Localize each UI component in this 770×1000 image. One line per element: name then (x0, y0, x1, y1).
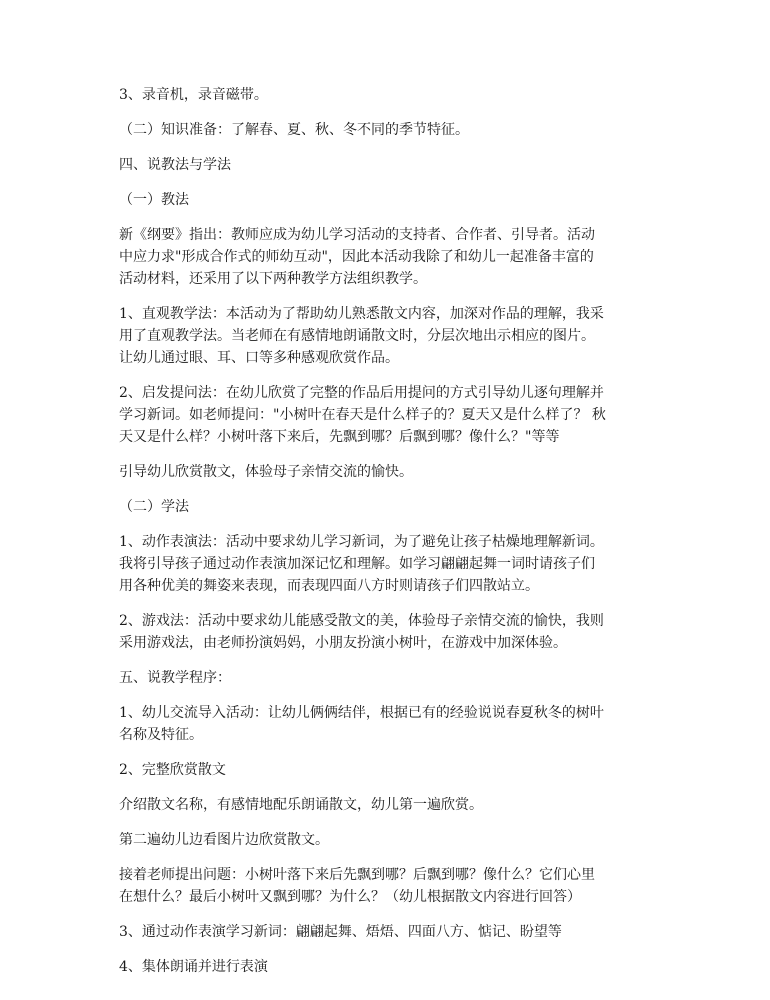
text-line: 让幼儿通过眼、耳、口等多种感观欣赏作品。 (119, 350, 399, 366)
text-line: 中应力求"形成合作式的师幼互动"，因此本活动我除了和幼儿一起准备丰富的 (119, 249, 594, 265)
text-line: 2、完整欣赏散文 (119, 762, 226, 778)
text-line: 新《纲要》指出：教师应成为幼儿学习活动的支持者、合作者、引导者。活动 (119, 227, 595, 243)
paragraph-intuitive-method (119, 303, 659, 369)
text-line: 2、启发提问法：在幼儿欣赏了完整的作品后用提问的方式引导幼儿逐句理解并 (119, 385, 604, 401)
paragraph-questioning-method (119, 382, 659, 448)
paragraph-first-reading (119, 794, 659, 816)
text-line: 4、集体朗诵并进行表演 (119, 959, 268, 975)
subheading-teaching-method (119, 189, 659, 211)
text-line: （二）学法 (119, 499, 189, 515)
text-line: 2、游戏法：活动中要求幼儿能感受散文的美，体验母子亲情交流的愉快，我则 (119, 613, 604, 629)
text-line: 用了直观教学法。当老师在有感情地朗诵散文时，分层次地出示相应的图片。 (119, 328, 595, 344)
paragraph-step-3 (119, 921, 659, 943)
text-line: 学习新词。如老师提问："小树叶在春天是什么样子的？夏天又是什么样了？ 秋 (119, 407, 606, 423)
paragraph-action-performance (119, 531, 659, 597)
section-heading-procedure (119, 667, 659, 689)
text-line: 1、动作表演法：活动中要求幼儿学习新词，为了避免让孩子枯燥地理解新词。 (119, 534, 604, 550)
text-line: 用各种优美的舞姿来表现，而表现四面八方时则请孩子们四散站立。 (119, 578, 539, 594)
text-line: 我将引导孩子通过动作表演加深记忆和理解。如学习翩翩起舞一词时请孩子们 (119, 556, 595, 572)
section-heading-methods (119, 154, 659, 176)
text-line: 在想什么？最后小树叶又飘到哪？为什么？（幼儿根据散文内容进行回答） (119, 889, 581, 905)
text-line: 五、说教学程序： (119, 670, 231, 686)
paragraph-game-method (119, 610, 659, 654)
text-line: 名称及特征。 (119, 727, 203, 743)
paragraph-materials-3 (119, 84, 659, 106)
text-line: （二）知识准备：了解春、夏、秋、冬不同的季节特征。 (119, 122, 469, 138)
text-line: 引导幼儿欣赏散文，体验母子亲情交流的愉快。 (119, 464, 413, 480)
subheading-learning-method (119, 496, 659, 518)
paragraph-guideline (119, 224, 659, 290)
paragraph-second-reading (119, 829, 659, 851)
paragraph-step-1 (119, 702, 659, 746)
text-line: 采用游戏法，由老师扮演妈妈，小朋友扮演小树叶，在游戏中加深体验。 (119, 635, 567, 651)
document-page (119, 84, 659, 991)
text-line: 1、幼儿交流导入活动：让幼儿俩俩结伴，根据已有的经验说说春夏秋冬的树叶 (119, 705, 604, 721)
text-line: 介绍散文名称，有感情地配乐朗诵散文，幼儿第一遍欣赏。 (119, 797, 483, 813)
text-line: 天又是什么样？小树叶落下来后，先飘到哪？后飘到哪？像什么？"等等 (119, 429, 560, 445)
paragraph-guide-appreciation (119, 461, 659, 483)
text-line: 接着老师提出问题：小树叶落下来后先飘到哪？后飘到哪？像什么？它们心里 (119, 867, 595, 883)
text-line: 3、通过动作表演学习新词：翩翩起舞、焐焐、四面八方、惦记、盼望等 (119, 924, 562, 940)
text-line: 3、录音机，录音磁带。 (119, 87, 268, 103)
text-line: 活动材料，还采用了以下两种教学方法组织教学。 (119, 271, 427, 287)
paragraph-step-4 (119, 956, 659, 978)
text-line: 第二遍幼儿边看图片边欣赏散文。 (119, 832, 329, 848)
paragraph-questions (119, 864, 659, 908)
paragraph-step-2 (119, 759, 659, 781)
paragraph-knowledge-prep (119, 119, 659, 141)
text-line: 1、直观教学法：本活动为了帮助幼儿熟悉散文内容，加深对作品的理解，我采 (119, 306, 604, 322)
text-line: 四、说教法与学法 (119, 157, 231, 173)
text-line: （一）教法 (119, 192, 189, 208)
